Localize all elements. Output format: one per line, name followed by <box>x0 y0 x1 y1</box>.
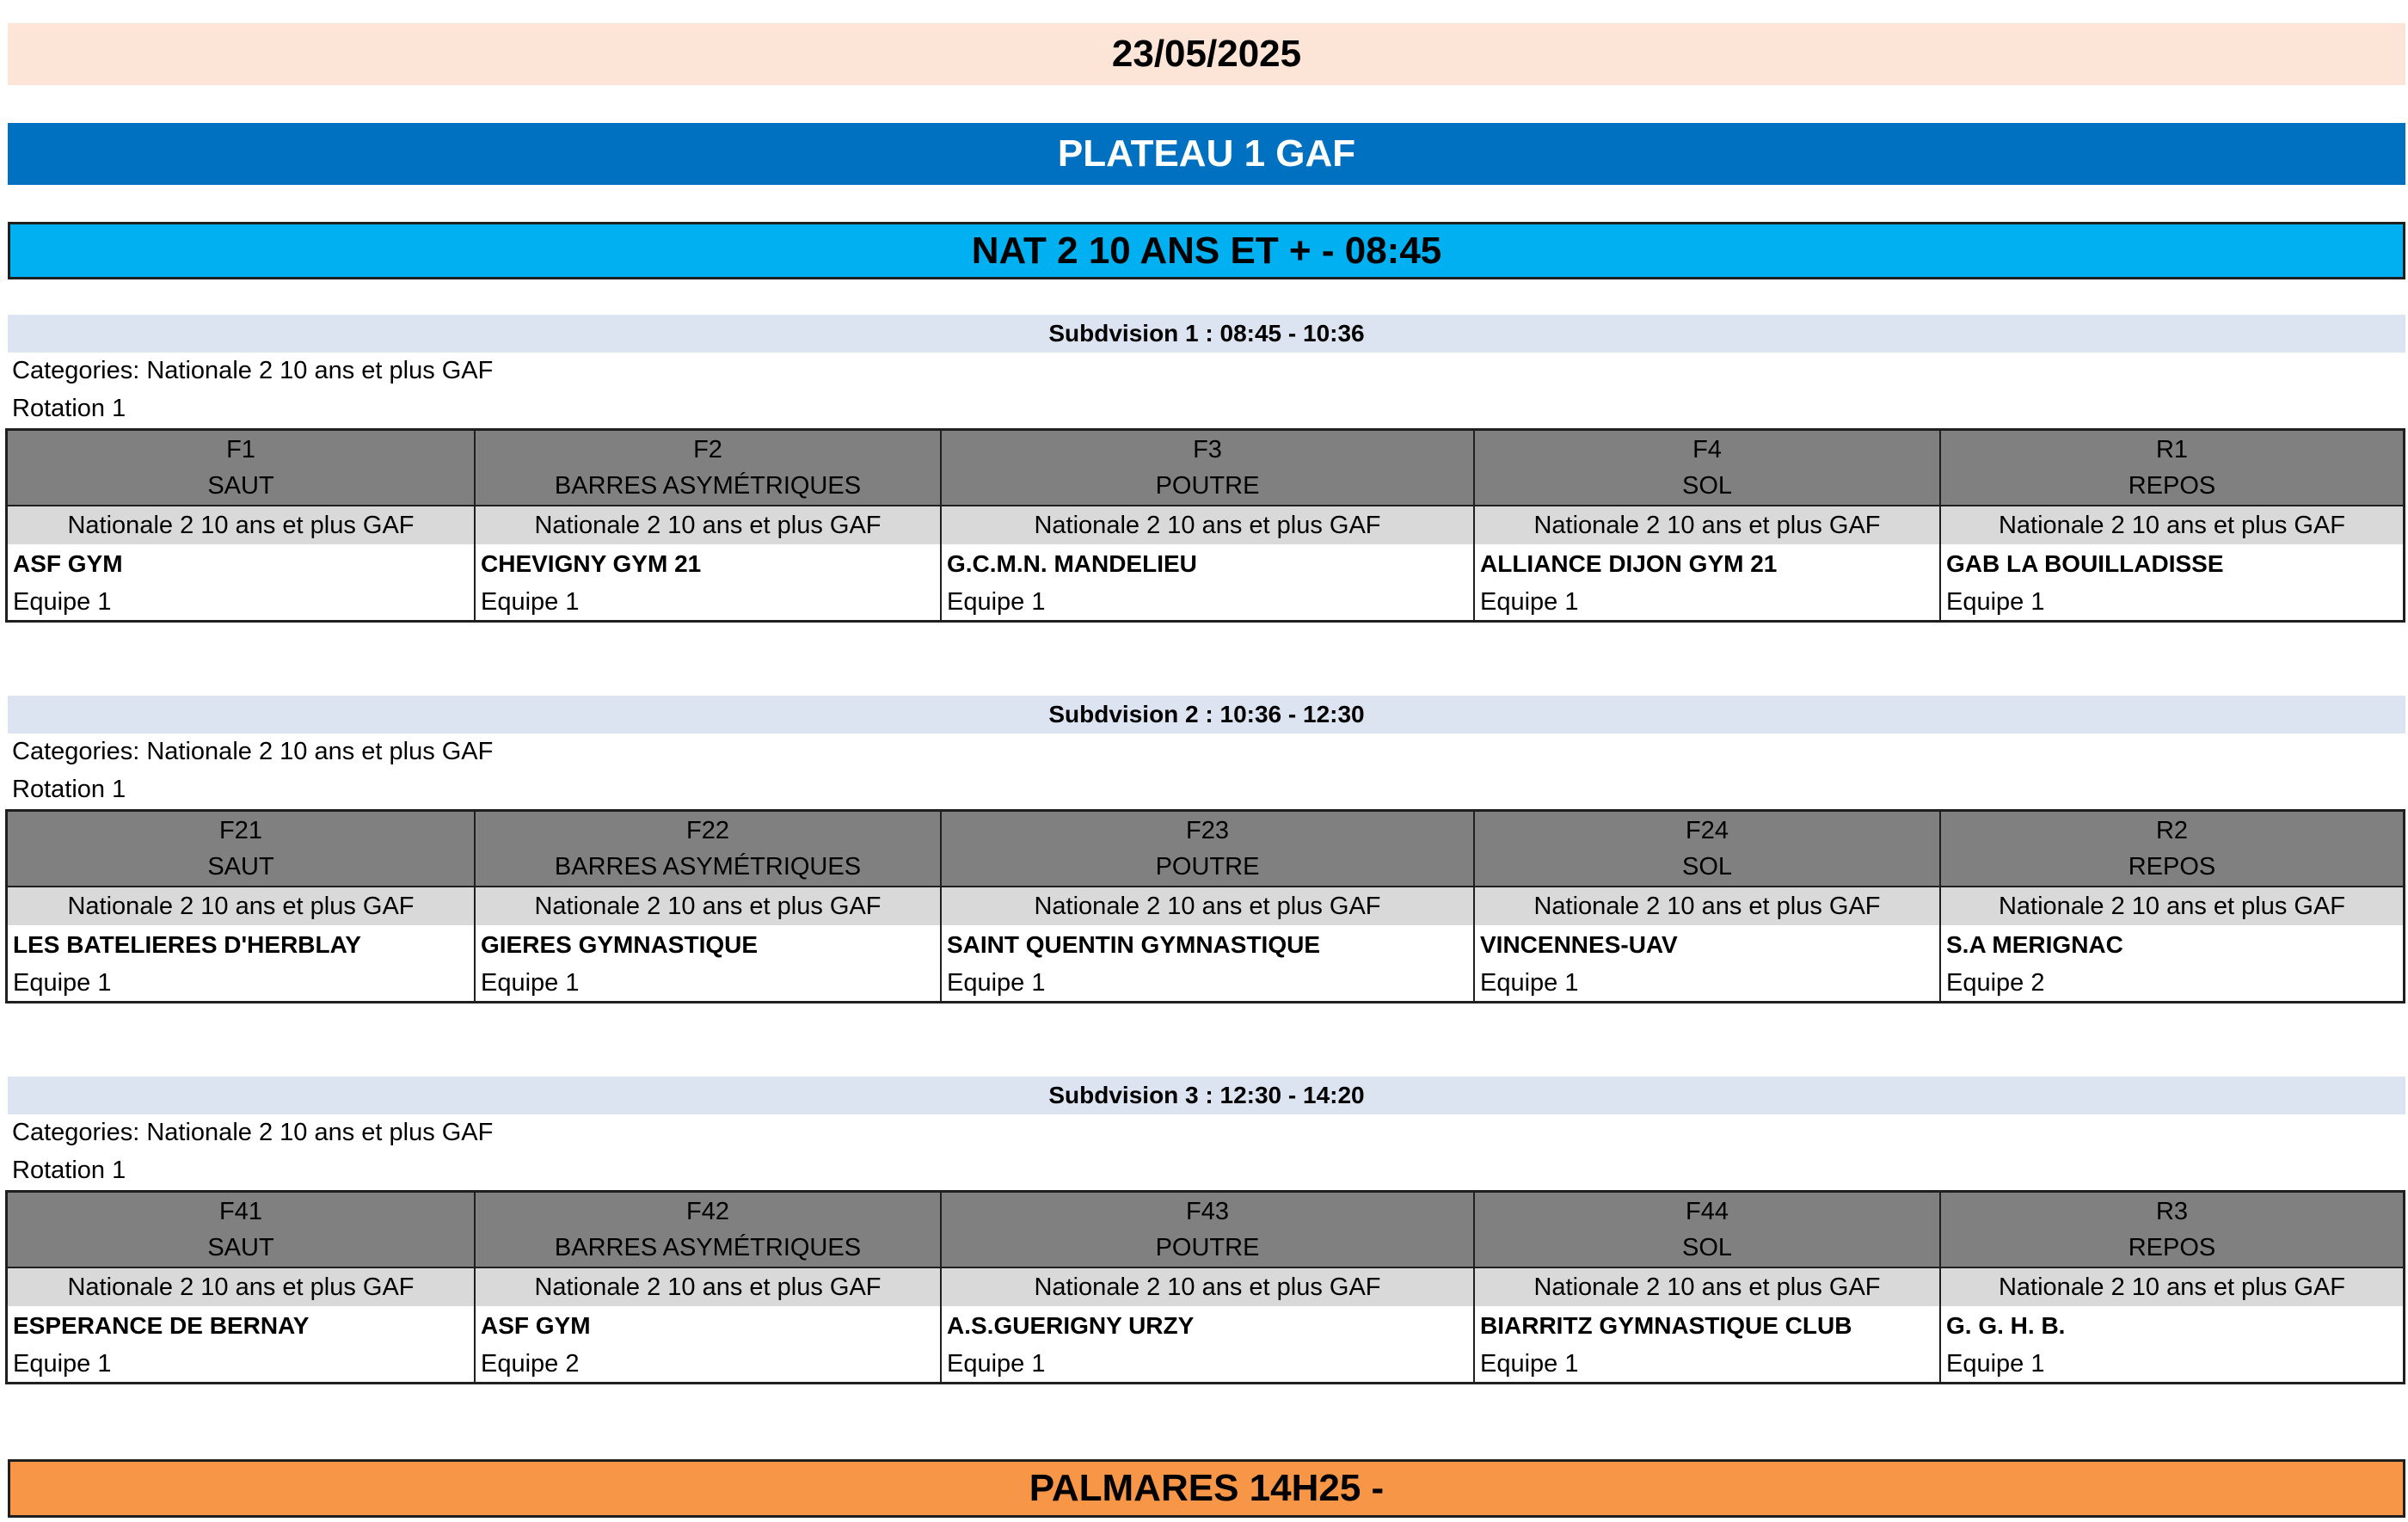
apparatus-name: POUTRE <box>1155 1234 1260 1261</box>
apparatus-column <box>474 431 940 620</box>
category-cell: Nationale 2 10 ans et plus GAF <box>1941 887 2403 925</box>
apparatus-name: BARRES ASYMÉTRIQUES <box>554 1234 862 1261</box>
subdivision-3-categories: Categories: Nationale 2 10 ans et plus GAF <box>12 1119 494 1146</box>
club-name: GAB LA BOUILLADISSE <box>1946 550 2224 577</box>
team-name: Equipe 1 <box>481 968 580 997</box>
category-cell: Nationale 2 10 ans et plus GAF <box>1475 1268 1939 1306</box>
subdivision-1-categories: Categories: Nationale 2 10 ans et plus GAF <box>12 357 494 384</box>
date-header: 23/05/2025 <box>8 23 2405 85</box>
team-name: Equipe 1 <box>947 587 1046 616</box>
category-cell: Nationale 2 10 ans et plus GAF <box>1941 506 2403 544</box>
club-name: SAINT QUENTIN GYMNASTIQUE <box>947 931 1321 958</box>
category-cell: Nationale 2 10 ans et plus GAF <box>8 1268 474 1306</box>
subdivision-3-rotation-table <box>5 1190 2405 1384</box>
apparatus-name: REPOS <box>2128 472 2216 500</box>
apparatus-column <box>1939 812 2403 1001</box>
apparatus-column <box>1939 1193 2403 1382</box>
apparatus-name: SOL <box>1681 853 1733 881</box>
apparatus-column <box>1473 812 1939 1001</box>
apparatus-header <box>942 431 1473 506</box>
club-name: ASF GYM <box>481 1312 591 1339</box>
club-name: S.A MERIGNAC <box>1946 931 2123 958</box>
category-cell: Nationale 2 10 ans et plus GAF <box>476 1268 940 1306</box>
subdivision-2-rotation: Rotation 1 <box>12 776 126 803</box>
team-name: Equipe 1 <box>947 968 1046 997</box>
apparatus-code: R3 <box>2155 1198 2189 1225</box>
club-name: G. G. H. B. <box>1946 1312 2066 1339</box>
apparatus-code: F2 <box>693 436 722 463</box>
apparatus-code: F3 <box>1193 436 1222 463</box>
subdivision-3-rotation: Rotation 1 <box>12 1157 126 1184</box>
apparatus-name: POUTRE <box>1155 853 1260 881</box>
club-name: ESPERANCE DE BERNAY <box>13 1312 310 1339</box>
apparatus-column <box>940 431 1473 620</box>
apparatus-code: F43 <box>1186 1198 1229 1225</box>
apparatus-header <box>8 1193 474 1268</box>
apparatus-header <box>476 1193 940 1268</box>
team-name: Equipe 1 <box>13 968 112 997</box>
team-name: Equipe 1 <box>947 1349 1046 1378</box>
apparatus-header <box>942 812 1473 887</box>
club-name: GIERES GYMNASTIQUE <box>481 931 759 958</box>
apparatus-code: F41 <box>219 1198 262 1225</box>
club-name: VINCENNES-UAV <box>1480 931 1678 958</box>
apparatus-column <box>8 1193 474 1382</box>
team-name: Equipe 1 <box>13 1349 112 1378</box>
apparatus-header <box>476 431 940 506</box>
apparatus-column <box>940 1193 1473 1382</box>
team-name: Equipe 2 <box>1946 968 2045 997</box>
plateau-header: PLATEAU 1 GAF <box>8 123 2405 185</box>
apparatus-header <box>476 812 940 887</box>
apparatus-code: F22 <box>686 817 729 844</box>
apparatus-code: F21 <box>219 817 262 844</box>
apparatus-name: SAUT <box>207 853 274 881</box>
club-name: ASF GYM <box>13 550 123 577</box>
subdivision-1-rotation-table <box>5 428 2405 623</box>
subdivision-1-title: Subdvision 1 : 08:45 - 10:36 <box>8 315 2405 353</box>
competition-session-header: NAT 2 10 ANS ET + - 08:45 <box>8 222 2405 279</box>
team-name: Equipe 1 <box>481 587 580 616</box>
subdivision-3-title: Subdvision 3 : 12:30 - 14:20 <box>8 1077 2405 1114</box>
apparatus-header <box>1941 1193 2403 1268</box>
club-name: G.C.M.N. MANDELIEU <box>947 550 1197 577</box>
club-name: ALLIANCE DIJON GYM 21 <box>1480 550 1778 577</box>
subdivision-1-rotation: Rotation 1 <box>12 395 126 422</box>
category-cell: Nationale 2 10 ans et plus GAF <box>1475 506 1939 544</box>
apparatus-code: F44 <box>1686 1198 1729 1225</box>
apparatus-header <box>1475 1193 1939 1268</box>
category-cell: Nationale 2 10 ans et plus GAF <box>942 506 1473 544</box>
apparatus-name: BARRES ASYMÉTRIQUES <box>554 853 862 881</box>
apparatus-name: SOL <box>1681 1234 1733 1261</box>
apparatus-name: SAUT <box>207 472 274 500</box>
category-cell: Nationale 2 10 ans et plus GAF <box>1941 1268 2403 1306</box>
apparatus-code: F24 <box>1686 817 1729 844</box>
club-name: A.S.GUERIGNY URZY <box>947 1312 1195 1339</box>
apparatus-name: REPOS <box>2128 1234 2216 1261</box>
apparatus-column <box>1473 1193 1939 1382</box>
apparatus-code: R2 <box>2155 817 2189 844</box>
team-name: Equipe 1 <box>1480 587 1579 616</box>
apparatus-name: SAUT <box>207 1234 274 1261</box>
apparatus-code: F23 <box>1186 817 1229 844</box>
team-name: Equipe 1 <box>1480 1349 1579 1378</box>
category-cell: Nationale 2 10 ans et plus GAF <box>942 1268 1473 1306</box>
subdivision-2-categories: Categories: Nationale 2 10 ans et plus GAF <box>12 738 494 765</box>
apparatus-header <box>8 812 474 887</box>
team-name: Equipe 1 <box>1480 968 1579 997</box>
club-name: CHEVIGNY GYM 21 <box>481 550 702 577</box>
apparatus-name: POUTRE <box>1155 472 1260 500</box>
category-cell: Nationale 2 10 ans et plus GAF <box>476 506 940 544</box>
apparatus-header <box>8 431 474 506</box>
apparatus-name: SOL <box>1681 472 1733 500</box>
category-cell: Nationale 2 10 ans et plus GAF <box>942 887 1473 925</box>
category-cell: Nationale 2 10 ans et plus GAF <box>8 887 474 925</box>
apparatus-header <box>1475 812 1939 887</box>
apparatus-column <box>1939 431 2403 620</box>
team-name: Equipe 1 <box>13 587 112 616</box>
apparatus-code: F1 <box>226 436 255 463</box>
apparatus-header <box>942 1193 1473 1268</box>
team-name: Equipe 1 <box>1946 1349 2045 1378</box>
apparatus-column <box>8 431 474 620</box>
subdivision-2-title: Subdvision 2 : 10:36 - 12:30 <box>8 696 2405 733</box>
team-name: Equipe 2 <box>481 1349 580 1378</box>
apparatus-name: REPOS <box>2128 853 2216 881</box>
palmares-header: PALMARES 14H25 - <box>8 1459 2405 1518</box>
apparatus-code: R1 <box>2155 436 2189 463</box>
apparatus-header <box>1475 431 1939 506</box>
apparatus-header <box>1941 431 2403 506</box>
category-cell: Nationale 2 10 ans et plus GAF <box>1475 887 1939 925</box>
club-name: LES BATELIERES D'HERBLAY <box>13 931 361 958</box>
apparatus-name: BARRES ASYMÉTRIQUES <box>554 472 862 500</box>
apparatus-code: F4 <box>1692 436 1722 463</box>
apparatus-column <box>474 1193 940 1382</box>
category-cell: Nationale 2 10 ans et plus GAF <box>8 506 474 544</box>
club-name: BIARRITZ GYMNASTIQUE CLUB <box>1480 1312 1852 1339</box>
apparatus-column <box>474 812 940 1001</box>
subdivision-2-rotation-table <box>5 809 2405 1003</box>
apparatus-header <box>1941 812 2403 887</box>
apparatus-column <box>1473 431 1939 620</box>
apparatus-column <box>940 812 1473 1001</box>
category-cell: Nationale 2 10 ans et plus GAF <box>476 887 940 925</box>
apparatus-column <box>8 812 474 1001</box>
apparatus-code: F42 <box>686 1198 729 1225</box>
team-name: Equipe 1 <box>1946 587 2045 616</box>
